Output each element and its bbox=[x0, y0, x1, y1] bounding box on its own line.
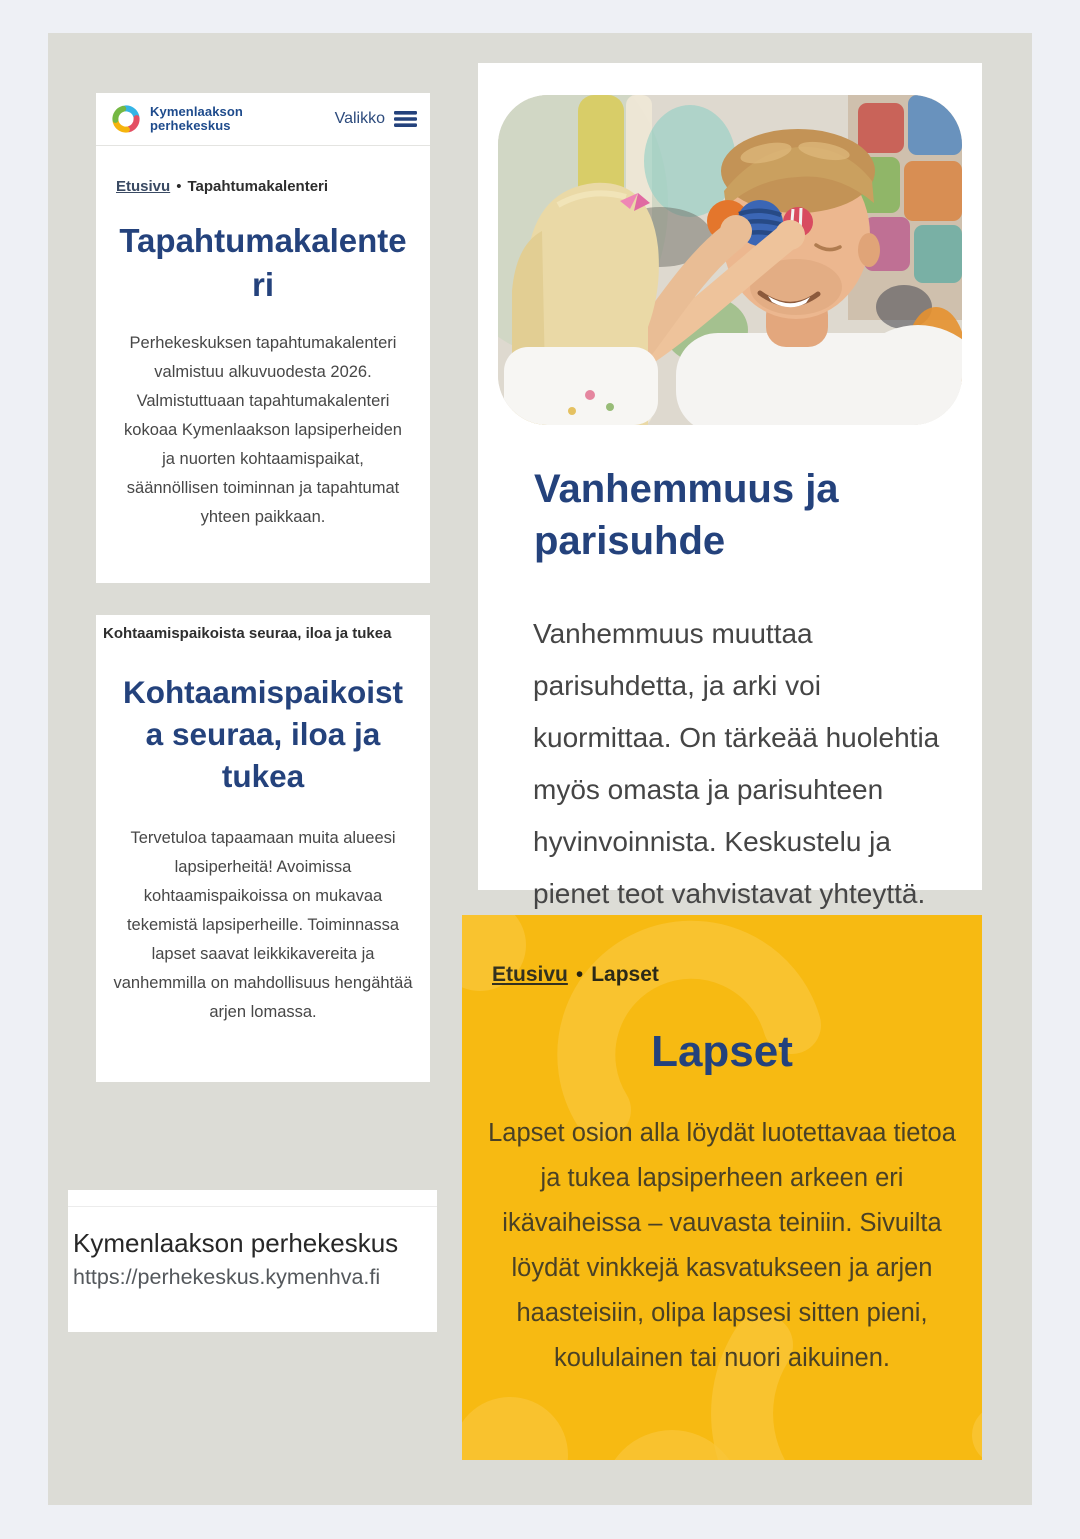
browser-tab-title: Kohtaamispaikoista seuraa, iloa ja tukea bbox=[103, 625, 392, 642]
site-title: Kymenlaakson perhekeskus bbox=[73, 1228, 399, 1258]
father-child-photo bbox=[498, 95, 962, 425]
meeting-places-intro-text: Tervetuloa tapaamaan muita alueesi lapsiperheitä! Avoimissa kohtaamispaikoissa on mukavaa tekemistä lapsiperheille. Toiminnassa lapset saavat leikkikavereita ja vanhemmilla on mahdollisuus hengähtää arjen lomassa. bbox=[113, 828, 413, 1021]
site-url: https://perhekeskus.kymenhva.fi bbox=[73, 1265, 381, 1289]
breadcrumb-separator: • bbox=[575, 963, 584, 986]
parenthood-intro-text: Vanhemmuus muuttaa parisuhdetta, ja arki voi kuormittaa. On tärkeää huolehtia myös omasta ja parisuhteen hyvinvoinnista. Keskustelu ja pienet teot vahvistavat yhteyttä. bbox=[533, 618, 940, 909]
hamburger-icon bbox=[394, 110, 417, 128]
breadcrumb-separator: • bbox=[176, 178, 182, 195]
site-header bbox=[96, 93, 430, 146]
children-card bbox=[462, 915, 982, 1460]
page-title-calendar: Tapahtumakalenteri bbox=[119, 222, 407, 303]
breadcrumb-home-link[interactable]: Etusivu bbox=[116, 178, 171, 195]
photo-illustration bbox=[498, 95, 962, 425]
breadcrumb-current: Lapset bbox=[591, 963, 659, 986]
breadcrumb bbox=[96, 146, 430, 195]
logo-flower-icon bbox=[109, 102, 143, 136]
menu-button[interactable] bbox=[335, 110, 417, 128]
meeting-places-panel bbox=[96, 615, 430, 1082]
page-title-children: Lapset bbox=[651, 1027, 793, 1076]
logo-text: Kymenlaakson perhekeskus bbox=[150, 103, 243, 133]
children-intro-text: Lapset osion alla löydät luotettavaa tietoa ja tukea lapsiperheen arkeen eri ikävaiheissa – vauvasta teiniin. Sivuilta löydät vinkkejä kasvatukseen ja arjen haasteisiin, olipa lapsesi sitten pieni, koululainen tai nuori aikuinen. bbox=[488, 1119, 956, 1372]
calendar-intro-text: Perhekeskuksen tapahtumakalenteri valmistuu alkuvuodesta 2026. Valmistuttuaan tapahtumakalenteri kokoaa Kymenlaakson lapsiperheiden ja nuorten kohtaamispaikat, säännöllisen toiminnan ja tapahtumat yhteen paikkaan. bbox=[124, 333, 402, 526]
site-logo[interactable] bbox=[109, 102, 243, 136]
calendar-panel bbox=[96, 93, 430, 583]
breadcrumb-current: Tapahtumakalenteri bbox=[187, 178, 329, 195]
page-title-parenthood: Vanhemmuus ja parisuhde bbox=[534, 467, 839, 563]
menu-label: Valikko bbox=[334, 110, 385, 127]
share-snippet-card[interactable] bbox=[68, 1190, 437, 1332]
snippet-divider bbox=[68, 1190, 437, 1207]
breadcrumb bbox=[462, 915, 982, 987]
breadcrumb-home-link[interactable]: Etusivu bbox=[492, 963, 568, 986]
parenthood-card bbox=[478, 63, 982, 909]
page-title-meeting-places: Kohtaamispaikoista seuraa, iloa ja tukea bbox=[122, 674, 404, 794]
